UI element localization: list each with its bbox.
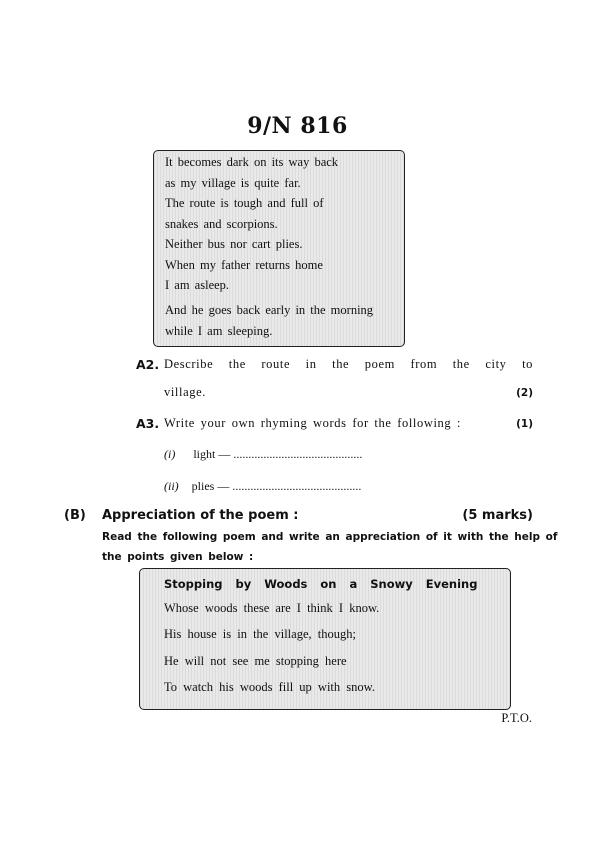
section-b-instruction-cont: the points given below : — [102, 551, 254, 563]
poem-line: snakes and scorpions. — [165, 217, 278, 231]
poem-line: He will not see me stopping here — [164, 654, 347, 668]
question-a3-label: A3. — [136, 416, 160, 431]
page-code: 9/N 816 — [247, 113, 348, 139]
question-a3-text: Write your own rhyming words for the following : — [164, 416, 462, 430]
section-b-marks: (5 marks) — [462, 508, 533, 523]
poem-line: And he goes back early in the morning — [165, 303, 374, 317]
question-a2-marks: (2) — [516, 387, 533, 399]
poem-line: It becomes dark on its way back — [165, 155, 339, 169]
rhyme-item — [164, 479, 361, 494]
question-a2-label: A2. — [136, 357, 160, 372]
section-b-label: (B) — [64, 508, 86, 523]
poem-line: To watch his woods fill up with snow. — [164, 680, 375, 694]
poem-line: His house is in the village, though; — [164, 627, 356, 641]
poem-line: Whose woods these are I think I know. — [164, 601, 380, 615]
rhyme-item-word: light — — [193, 447, 231, 461]
section-b-title: Appreciation of the poem : — [102, 508, 299, 523]
poem-line: When my father returns home — [165, 258, 323, 272]
poem-line: I am asleep. — [165, 278, 230, 292]
page-turn-note: P.T.O. — [501, 711, 532, 725]
rhyme-item-number: (i) — [164, 447, 176, 461]
appreciation-poem-box — [139, 568, 511, 710]
question-a3-marks: (1) — [516, 418, 533, 430]
poem-title: Stopping by Woods on a Snowy Evening — [164, 577, 478, 591]
poem-excerpt-box — [153, 150, 405, 347]
question-a2-text-cont: village. — [164, 385, 206, 399]
rhyme-item — [164, 447, 362, 462]
poem-line: Neither bus nor cart plies. — [165, 237, 303, 251]
section-b-instruction: Read the following poem and write an appreciation of it with the help of — [102, 531, 558, 543]
rhyme-item-word: plies — — [191, 479, 230, 493]
poem-line: while I am sleeping. — [165, 324, 273, 338]
question-a2-text: Describe the route in the poem from the city to — [164, 357, 533, 371]
poem-line: The route is tough and full of — [165, 196, 324, 210]
rhyme-item-number: (ii) — [164, 479, 179, 493]
poem-line: as my village is quite far. — [165, 176, 301, 190]
answer-blank[interactable]: ........................................... — [233, 447, 363, 461]
answer-blank[interactable]: ........................................... — [232, 479, 362, 493]
